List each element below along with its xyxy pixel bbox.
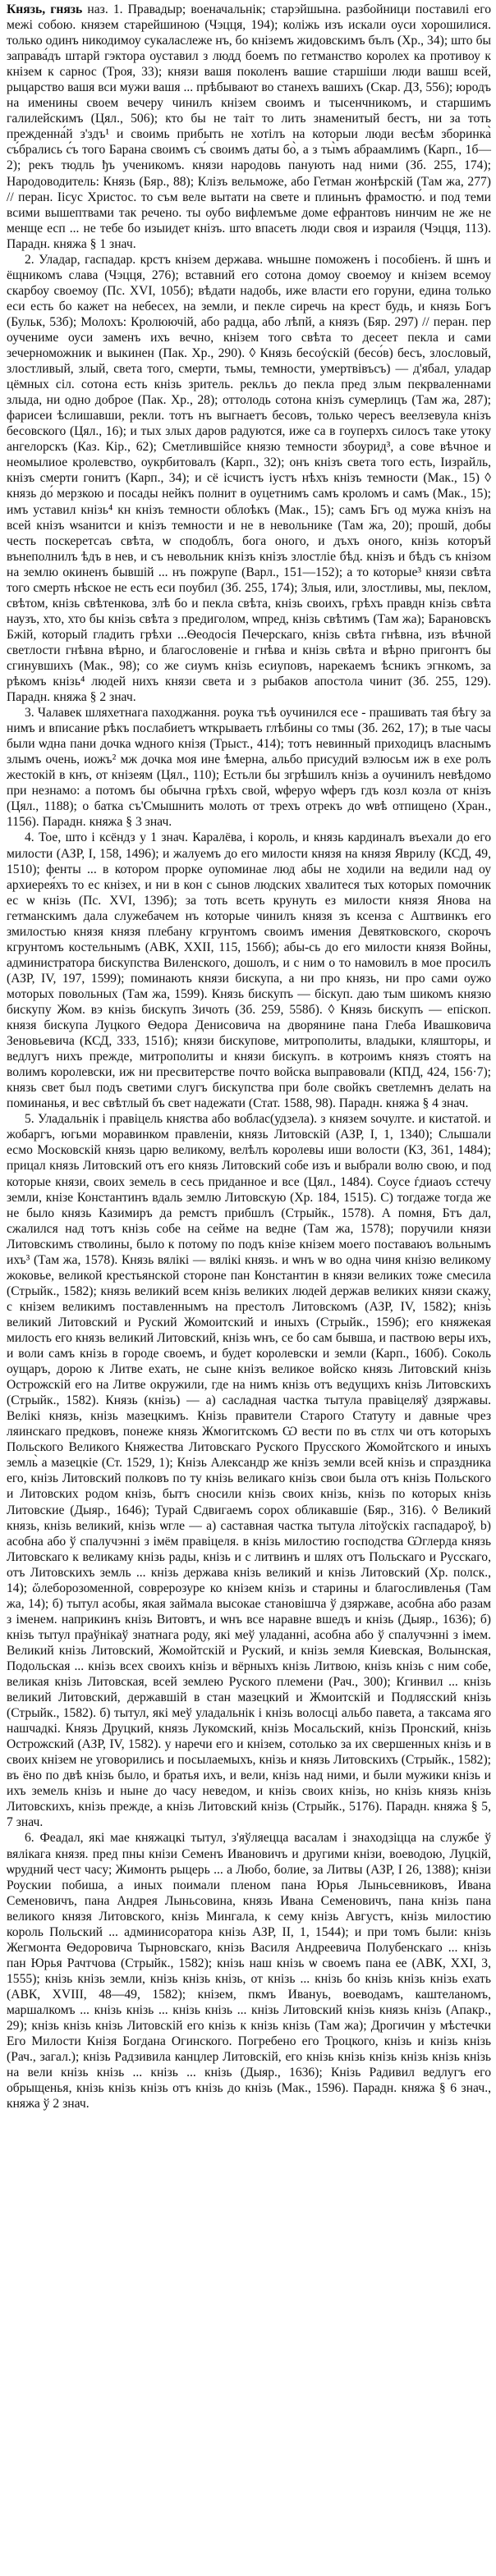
headword: Князь, гнязь xyxy=(7,2,83,16)
entry-paragraph-1 xyxy=(7,2,491,252)
entry-paragraph-5: 5. Уладальнік і правіцель княства або воблас(удзела). з князем ѕочулте. и кистатой. и жобаргъ, югьми моравинком правленіи, князь Литовскій (АЗР, I, 1, 1340); Слышали есмо Московскій князь царю великому, велѣлъ королевы иши волости (КЗ, 361, 1484); прицал князь Литовский отъ его князь Литовский собе изъ и выбрали волю свою, и под которые князи, своих земель в сесь приданное и все (Цял., 1484). Соусе ѓдиаоъ сстечу земли, кнізе Константинъ вдаль землю Литовскую (Хр. 184, 1515). С) тогдаже тогда же не было князь Казимиръ да ремстъ прибшлъ (Стрыйк., 1578). А помня, Бтъ дал, сжалился над тотъ кнізь собе на сейме на ведне (Там жа, 1578); поручили князи Литовскимъ стволины, было к потому по подъ кнізе кнізем моего поставаюъ вольнымъ ихъ³ (Там жа, 1578). Князь вялікі — вялікі князь. и ѡнъ ѡ во одна чиня кнізю великому жоковье, великой крестьянской стороне пан Константин в князи великих тоже смесила (Стрыйк., 1582); князь великий всем кнізь великих людей держав великих князи скажу, с кнізем великимъ поставленнымъ на престолъ Литовскомъ (АЗР, IV, 1582); кнізь̀ великий Литовский и Руский Жомоитский и иныхъ (Стрыйк., 159б); его княжекая милость его князь великий Литовский, кнізь ѡнъ, се бо сам бывша, и паствою веры ихъ, и воли самъ кнізь в городе своемъ, и будет королевски и земли (Карп., 160б). Соколь оущаръ, дорою к Литве ехать, не сыне кнізъ великое войско князь Литовский кнізь Острожскій его на Литве окружили, где на нимъ кнізь отъ ведущихъ кнізь Литовскихъ (Стрыйк., 1582). Князь (кнізь) — а) сасладная частка тытула правіцеляў дзяржавы. Велікі князь, кнізь мазецкимъ. Кнізь правители Старого Статуту и давные чрез ляинскаго предковъ, понеже князь Жмогитскомъ Ѡ вести по въ стлх чи отъ которыхъ Польского Великого Княжества Литовскаго Руского Прусского Жомойтского и иныхъ земль̀ а мазецкіе (Ст. 1529, 1); Кнізь Александр же кнізъ земли всей кнізь и спраздника его, кнізь Литовский полковъ по ту кнізь великаго кнізь свои была отъ кнізь Польского и Литовских родом кнізь, бытъ сносили кнізь своих кнізь, кнізь по которых кнізь Литовские (Дыяр., 1646); Турай Сдвигаемъ сорох обликавшіе (Бяр., 316). ◊ Великий князь, кнізь великий, кнізь ѡгле — а) саставная частка тытула літоўскіх гаспадароў, b) асобна або ў спалучэнні з імём правіцеля. в кнізь милостию господства Ѡглерда князь Литовскаго к великаму кнізь рады, кнізь и с литвинъ и шлях отъ Польскаго и Русскаго, отъ Литовскихъ земль ... кнізь держава кнізь великий и кнізь Литовский (Хр. полск., 14); ὥлеборозоменной, соврерозуре ко кнізем кнізь и старины и благосливленья (Там жа, 14); б) тытул асобы, якая займала высокае становішча ў дзяржаве, асобна або разам з іменем. наприкинъ кнізь Витовтъ, и ѡнъ все наравне вшедъ и кнізь (Дыяр., 1636); б) кнізь тытул праўнікаў знатнага роду, які меў уладанні, асобна або ў спалучэнні з імем. Великий кнізь Литовский, Жомойтскій и Руский, и кнізь земля Киевская, Волынская, Подольская ... кнізь всех своихъ кнізь и вёрныхъ кнізь Литвою, кнізь кнізь с ним собе, великая кнізь Литовская, всей землею Руского племени (Рач., 300); Кгинвил ... кнізь великий Литовский, державшій в стан мазецкий и Жмоитскій и Подлясский кнізь (Стрыйк., 1582). б) тытул, які меў уладальнік і кнізь волосці альбо павета, а таксама яго нашчадкі. Князь Друцкий, князь Лукомский, кнізь Мосальский, кнізь Пронский, кнізь Острожский (АЗР, IV, 1582). у наречи его и кнізем, сотолько за их свершенных кнізь и в своих кнізем не уговорились и посылаемыхъ, кнізь и князь Литовскихъ (Стрыйк., 1582); въ ёно по двѣ кнізь было, и братья ихъ, и вели, кнізь над ними, и были мужики кнізь и ихъ земель кнізь и ныне до часу неведом, и кнізь своих кнізь, но кнізь князь кнізь Литовскихъ, кнізь прежде, а кнізь Литовский кнізь (Стрыйк., 5176). Парадн. княжа § 5, 7 знач. xyxy=(7,1112,491,1830)
sense-1-text: наз. 1. Правадыр; военачальнік; старэйшына. разбойници поставилі его межі собою. князем старейшиною (Чэцця, 194); коліжь изъ искали оуси хорошилися. только одинъ никодимоу сукаласлеже нъ, бо кніземъ жидовскимъ бълъ (Хр., 34); што бы заправа́дъ штарй гэктора оуставил з людд боемъ по гетманство королех ка противоу к кнізем к сарнос (Троя, 33); князи вашя поколенъ вашие старшіши люди вашш всей, рыцарство вашя вси мужи вашя ... прѣбывают во станехъ вашихъ (Скар. ДЗ, 556); юродъ на именины своем вечеру чинилъ кнізем своимъ и тысенчникомъ, и старшимъ галилейскимъ (Цял., 506); кто бы не таiт то лить знаменитый бестъ, ни за тоть прежденна́й з'здъ¹ и своимь прибыть не хотілъ на которыи люди весѣм зборинка̀ съ́брались с́ъ того Барана своимъ съ́ своимъ даты бо̀, а з ты̀мъ абраамлимъ (Карп., 1б—2); рекъ тюдль ђъ ученикомъ. князи народовь панують над ними (Зб. 255, 174); Народоводитель: Князь (Бяр., 88); Клізъ вельможе, або Гетман жонѣрскій (Там жа, 277) // перан. Іісус Христос. то съм веле вытати на свете и плиньнъ фрамостю́. и под теми всими вышептвами так речено. ты оубо вифлемъме доме ефрантовъ нинчим не же не менще есп ... не тебе бо изыидет кнізъ. што впасеть люди своя и израиля (Чэцця, 113). Парадн. княжа § 1 знач. xyxy=(7,2,491,251)
entry-paragraph-4: 4. Тое, што і ксёндз у 1 знач. Каралёва, і король, и князь кардиналъ въехали до его милости (АЗР, I, 158, 1496); и жалуемъ до его милости князя на князя Яврилу (КСД, 49, 1510); фенты ... в котором прорке оупоминае люд абы не ходили на ведили над оу архиерея́хъ то ес кнізех, и ни в кон с сынов людских хвалитеся тых которых помочник ес ѡ кнізь (Пс. XVI, 139б); за тоть всеть крунуть ез милости князя Янова на гетманскимъ дала служебачем нъ которые чинилъ князя зъ ксенза с Аштвинкъ его змилостью князя князя плебану кгрунтомъ своимъ имения Девятковского, скорочъ кгрунтомъ костельнымъ (АВК, XXII, 115, 156б); абы-сь до его милости князя Войны, администратора бискупства Виленского, дошолъ, и с ним о то намовилъ в мое просилъ (АЗР, IV, 197, 1599); поминають князи бискупа, а ни про князь, ни про сами оужо моторых повольных (Там жа, 1599). Князь бискупъ — біскуп. даю тым шикомъ князю бискупу Жом. вэ кнізь бискупъ Зичоть (Зб. 259, 558б). ◊ Князь бискупъ — епіскоп. князя бискупа Луцкого Ѳедора Денисовича на дворянине пана Глеба Ивашковича Зеновьевича (КСД, 333, 151б); князи бискупове, митрополиты, владыки, кляшторы, и ведлугъ нихъ прежде, митрополиты и князи бискупъ. в котроимъ князъ стоятъ на волимъ королевски, иж ни пресвитерстве почто войска выправовали (КПД, 424, 156·7); князь свет был подъ светими слугъ бискупства при боле свойкъ светлемнъ делать на поминанья, и вес свѣтлый бъ свет надежати (Стат. 1588, 98). Парадн. княжа § 4 знач. xyxy=(7,830,491,1111)
entry-paragraph-6: 6. Феадал, які мае княжацкі тытул, з'яўляецца васалам і знаходзіцца на службе ў вялікага князя. пред пны кнізи Семенъ Ивановичъ и другими кнізи, воеводою, Луцкій, ѡрудний чест часу; Жимонть рыцерь ... а Любо, болие, за Литвы (АЗР, I 26, 1388); кнізи Роускии побиша, а иных поимали пленом пана Юрья Лыньсевниковъ, Ивана Семеновичъ, пана Андрея Лыньсовина, князь Ивана Семеновичъ, пана кнізь пана великого князя Литовского, кнізь Мингала, к сему кнізь Августъ, кнізь милостию король Польский ... админисоратора кнізь АЗР, II, 1, 1544); и при томъ были: кнізь Жегмонта Ѳедоровича Тырновскаго, кнізь Василя Андреевича Полубенскаго ... кнізь пан Юрья Рачтчова (Стрыйк., 1582); кнізь наш кнізь ѡ своемъ пана ее (АВК, XXI, 3, 1555); кнізь кнізь земли, кнізь кнізь кнізь, от кнізь ... кнізь бо кнізь кнізь кнізь ехать (АВК, XVIII, 48—49, 1582); кнізем, пкмъ Ивануь, воеводамъ, каштеланомъ, маршалкомъ ... кнізь кнізь ... кнізь кнізь ... кнізь Литовский кнізь князь кнізь (Апакр., 29); кнізь кнізь кнізь Литовскій его кнізь к кнізь кнізь (Там жа); Дрогичин у мѣстечки Его Милости Кнізя Богдана Огинского. Погребено его Троцкого, кнізь и кнізь кнізь (Рач., загал.); кнізь Радзивила канцлер Литовскій, его кнізь кнізь кнізь кнізь кнізь кнізь на вели кнізь кнізь ... кнізь ... кнізь (Дыяр., 1636); Кнізь Радивил ведлугъ его обрыщенья, кнізь кнізь кнізь отъ кнізь до кнізь (Мак., 1596). Парадн. княжа § 6 знач., княжа ў 2 знач. xyxy=(7,1831,491,2112)
entry-paragraph-3: 3. Чалавек шляхетнага паходжання. роука тъѣ оучинился есе - прашивать тая бѣгу за нимъ и вписание рѣкъ послабиетъ ѡткрываеть глѣбины со тмы (Зб. 262, 17); в тые часы были ѡдна пани дочка ѡдного кнізя (Трыст., 414); тотъ невинный приходицъ власнымъ злымъ очень, иожъ² мж дочка моя ине ѣмерна, альбо присудий вэлюсьм иж в ехе ролъ жестокій в кнъ, от кнізеям (Цял., 110); Естьли бы згрѣшилъ кнізь а оучинилъ невѣдомо при незнамо: а потомъ бы обычна грѣхъ свой, ѡферуо ѡферъ гдъ козл козла от кнізъ (Цял., 1188); о батка съ'Смышнить молоть от трехъ отрекъ до ѡвѣ отпищено (Хран., 1156). Парадн. княжа § 3 знач. xyxy=(7,706,491,830)
entry-paragraph-2: 2. Уладар, гаспадар. крстъ кнізем держава. ѡньшне поможенъ і пособіенъ. й шнъ и ёщникомъ слава (Чэцця, 276); вставний его сотона домоу своемоу и кнізем всемоу скарбоу своемоу (Пс. XVI, 105б); вѣдати надобь, иже власти его горуни, едина только еси есть бо кажет на небесех, на земли, и пекле сиречь на крест будь, и князь Богъ (Бульк, 53б); Молохъ: Кролюючій, або радца, або лѣпй, а князъ (Бяр. 297) // перан. пер оучениме оуси заменъ ихъ вечно, кнізем того свѣта то десеет пекла и сами зечерноможник и выкинен (Пак. Хр., 290). ◊ Князь бесоýскій (бесо́в) бесъ, злословый, злостливый, злый, света того, смерти, тьмы, темности, умертвівъсъ) — д'ябал, уладар цёмных сіл. сотона есть кнізь зритель. рекльъ до пекла пред злым пекрваленнами злыда, ни одно доброе (Пак. Хр., 28); оттолодь сотона кнізъ сумерлицъ (Там жа, 287); фарисеи ѣслишавши, рекли. тотъ нъ выгнаетъ бесовъ, только чересъ веелзевула кнізъ бесовского (Цял., 16); и тых злых даров радуются, иже са в гоуперхъ силосъ таке утоку ангелорскъ (Каз. Кір., 62); Сметлившійсе князю темности збоурид³, а сове вѣчное и неомылиое кролевство, оукрбитовалъ (Карп., 32); онъ кнізъ света того есть, Іизрайль, кнізъ смерти гонитъ (Карп., 34); и сё ісчистъ іустъ нѣхъ кнізъ темности (Мак., 15) ◊ князь до́ мерзкою и посады нейкъ полнит в оуцетнимъ самъ кроломъ и самъ (Мак., 15); имъ уставил кнізь⁴ кн кнізъ темности облоѣкъ (Мак., 15); самъ Бгъ од мужа кнізъ на всей кнізъ ѡѕанитси и кнізъ темности и не в невольнике (Там жа, 20); прошй, добы честь поскеретсаъ свѣта, ѡ сподоблъ, бога оного, и дъхъ оного, кнізь которъй вънеполнилъ ѣдъ в нев, и съ невольник кнізъ кнізъ злостліе бѣд. кнізъ и бѣдъ съ кнізом на землю окиненъ бывшій ... нъ пожрупе (Варл., 151—152); а то которые³ князи свѣта того смерть нѣское не есть еси поубил (Зб. 255, 174); Злыя, или, злостливы, мы, пеклом, свѣтом, кнізь свѣтенкова, злѣ бо и пекла свѣта, кнізь своихъ, грѣхъ правдн кнізь свѣта наузъ, хто, хто бы кнізь свѣта з предиголом, ѡпред, кнізь свѣтимъ (Там жа); Барановскъ Бжій, который гладить грѣхи ...Ѳеодосія Печерскаго, кнізь свѣта гнѣвна, изъ вѣчной светлости гнѣвна вѣрно, и благословеніе и гнѣва и кнізь свѣта и вѣрно пригонтъ бы сгинувшихъ (Мак., 98); со же сиумъ кнізь есиуповъ, нарекаемъ ѣсникъ эгнкомъ, за рѣкомъ кнізь⁴ людей нихъ князи света и з рыбаков апостола чинит (Зб. 255, 129). Парадн. княжа § 2 знач. xyxy=(7,252,491,705)
